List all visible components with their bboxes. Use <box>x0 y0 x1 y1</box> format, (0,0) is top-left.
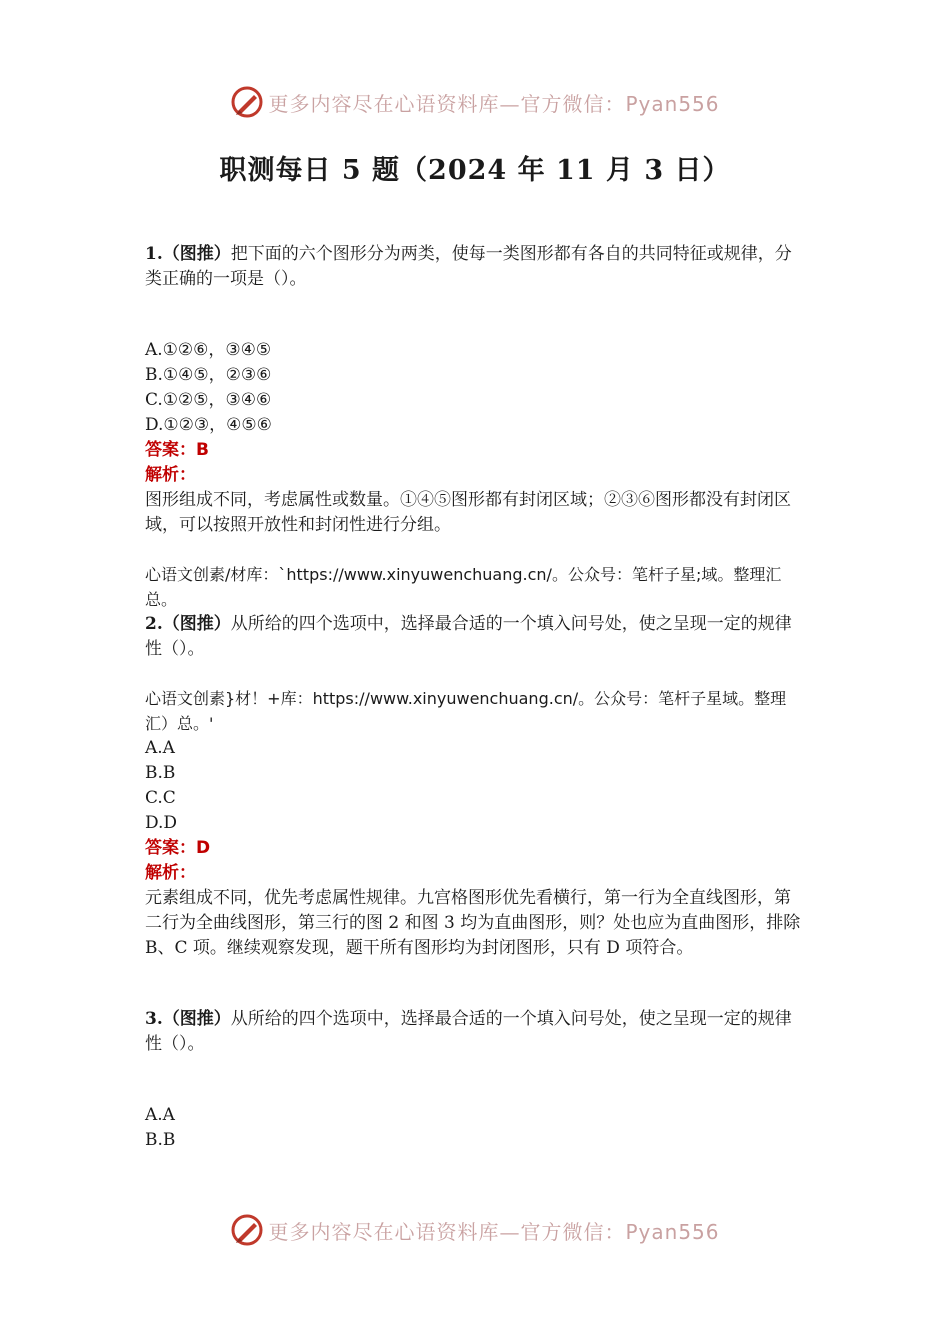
answer: 答案：D <box>145 838 211 858</box>
analysis-label: 解析： <box>145 863 196 883</box>
watermark-text: 更多内容尽在心语资料库—官方微信： <box>268 91 626 116</box>
promo-text: 心语文创素}材！+库：https://www.xinyuwenchuang.cn/。公众号：笔杆子星域。整理汇）总。' <box>145 689 787 733</box>
option-b: B.B <box>145 1130 176 1150</box>
question-number: 3. <box>145 1009 163 1029</box>
watermark-id: Pyan556 <box>625 91 720 116</box>
header-watermark <box>0 80 950 124</box>
question-number: 2. <box>145 614 163 634</box>
watermark-text: 更多内容尽在心语资料库—官方微信： <box>268 1219 626 1244</box>
watermark-id: Pyan556 <box>625 1219 720 1244</box>
option-b: B.B <box>145 763 176 783</box>
option-d: D.①②③，④⑤⑥ <box>145 415 272 435</box>
question-1 <box>145 242 807 292</box>
option-a: A.A <box>145 1105 175 1125</box>
option-c: C.①②⑤，③④⑥ <box>145 390 272 410</box>
page-title: 职测每日 5 题（2024 年 11 月 3 日） <box>219 155 731 186</box>
question-tag: （图推） <box>162 1009 231 1029</box>
question-tag: （图推） <box>162 614 231 634</box>
analysis-text: 图形组成不同，考虑属性或数量。①④⑤图形都有封闭区域；②③⑥图形都没有封闭区域，可以按照开放性和封闭性进行分组。 <box>145 490 791 535</box>
promo-text: 心语文创素/材库：`https://www.xinyuwenchuang.cn/。公众号：笔杆子星;域。整理汇总。 <box>145 565 782 609</box>
analysis-text: 元素组成不同，优先考虑属性规律。九宫格图形优先看横行，第一行为全直线图形，第二行为全曲线图形，第三行的图 2 和图 3 均为直曲图形，则？处也应为直曲图形，排除 B、C 项。继续观察发现，题干所有图形均为封闭图形，只有 D 项符合。 <box>145 888 801 958</box>
analysis-label: 解析： <box>145 465 196 485</box>
question-stem: 把下面的六个图形分为两类，使每一类图形都有各自的共同特征或规律，分类正确的一项是（）。 <box>145 244 792 289</box>
footer-watermark <box>0 1208 950 1252</box>
question-3 <box>145 1007 807 1057</box>
option-a: A.A <box>145 738 175 758</box>
pen-logo-icon <box>230 85 264 119</box>
pen-logo-icon <box>230 1213 264 1247</box>
question-2 <box>145 612 807 662</box>
option-a: A.①②⑥，③④⑤ <box>145 340 272 360</box>
question-tag: （图推） <box>162 244 231 264</box>
document-body <box>145 242 807 1153</box>
question-stem: 从所给的四个选项中，选择最合适的一个填入问号处，使之呈现一定的规律性（）。 <box>145 614 792 659</box>
option-d: D.D <box>145 813 178 833</box>
option-b: B.①④⑤，②③⑥ <box>145 365 272 385</box>
question-number: 1. <box>145 244 163 264</box>
option-c: C.C <box>145 788 176 808</box>
answer: 答案：B <box>145 440 209 460</box>
question-stem: 从所给的四个选项中，选择最合适的一个填入问号处，使之呈现一定的规律性（）。 <box>145 1009 792 1054</box>
